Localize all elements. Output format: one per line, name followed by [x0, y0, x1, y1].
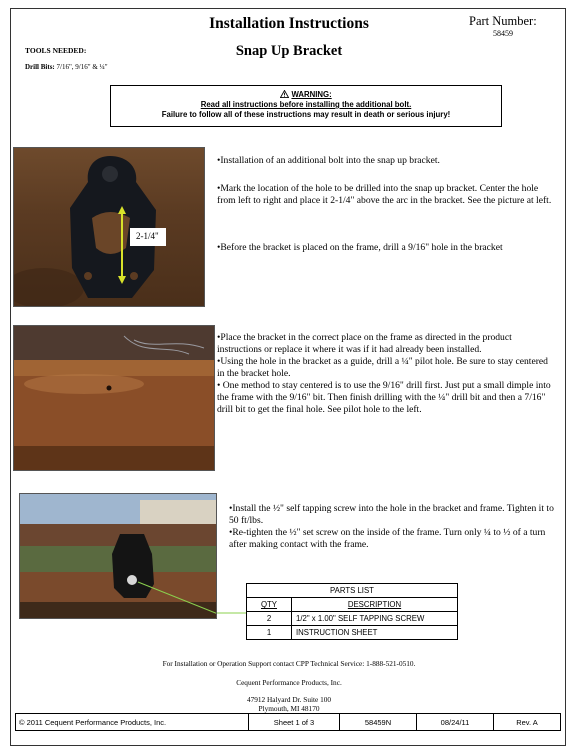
warning-line-1: Read all instructions before installing the additional bolt.	[200, 100, 412, 109]
bracket-photo	[13, 147, 205, 307]
footer-row	[16, 714, 561, 731]
warning-box	[110, 85, 502, 127]
revision-date: 08/24/11	[417, 714, 494, 731]
parts-list-table	[246, 583, 458, 640]
parts-list-header-row	[247, 598, 458, 612]
step-1-text: •Installation of an additional bolt into the snap up bracket.	[217, 155, 440, 166]
warning-triangle-icon	[280, 90, 289, 98]
company-name: Cequent Performance Products, Inc.	[236, 678, 342, 687]
tools-needed-label: TOOLS NEEDED:	[25, 46, 87, 55]
document-number: 58459N	[340, 714, 417, 731]
table-row	[247, 612, 458, 626]
qty-header: QTY	[247, 598, 292, 612]
step-2-text: •Mark the location of the hole to be drilled into the snap up bracket. Center the hole from left to right and place it 2-1/4" above the arc in the bracket. See the picture at left.	[217, 183, 552, 206]
drill-bits	[25, 63, 108, 71]
warning-line-2: Failure to follow all of these instructions may result in death or serious injury!	[161, 110, 451, 119]
sheet-number: Sheet 1 of 3	[249, 714, 340, 731]
part-description: 1/2" x 1.00" SELF TAPPING SCREW	[292, 612, 458, 626]
part-qty: 2	[247, 612, 292, 626]
drill-bits-sizes: 7/16", 9/16" & ¼"	[56, 63, 108, 71]
parts-list-title-row	[247, 584, 458, 598]
step-5b-text: •Re-tighten the ½" set screw on the inside of the frame. Turn only ¼ to ½ of a turn after making contact with the frame.	[229, 527, 546, 550]
address-line-2: Plymouth, MI 48170	[258, 704, 320, 713]
description-header: DESCRIPTION	[292, 598, 458, 612]
warning-title: WARNING:	[291, 90, 332, 99]
parts-list-title: PARTS LIST	[247, 584, 458, 598]
warning-heading	[111, 90, 501, 100]
instruction-sheet	[10, 8, 566, 746]
footer-table	[15, 713, 561, 731]
frame-pilot-hole-photo	[13, 325, 215, 471]
copyright: © 2011 Cequent Performance Products, Inc.	[16, 714, 249, 731]
page-title: Installation Instructions	[209, 15, 369, 32]
step-5-text	[229, 503, 559, 551]
drill-bits-label: Drill Bits:	[25, 63, 55, 71]
part-number: 58459	[493, 29, 513, 38]
step-5a-text: •Install the ½" self tapping screw into the hole in the bracket and frame. Tighten it to 50 ft/lbs.	[229, 503, 554, 526]
installed-bracket-photo	[19, 493, 217, 619]
step-4-text	[217, 332, 557, 416]
step-4b-text: •Using the hole in the bracket as a guide, drill a ¼" pilot hole. Be sure to stay centered in the bracket hole.	[217, 356, 548, 379]
part-qty: 1	[247, 626, 292, 640]
step-4c-text: • One method to stay centered is to use the 9/16" drill first. Just put a small dimple into the frame with the 9/16" bit. Then finish drilling with the ¼" drill bit and then a 7/16" drill bit to get the final hole. See pilot hole to the left.	[217, 380, 551, 415]
support-contact: For Installation or Operation Support contact CPP Technical Service: 1-888-521-0510.	[162, 659, 416, 668]
table-row	[247, 626, 458, 640]
step-4a-text: •Place the bracket in the correct place on the frame as directed in the product instructions or replace it where it was if it had already been installed.	[217, 332, 512, 355]
callout-line	[217, 611, 247, 615]
revision: Rev. A	[494, 714, 561, 731]
part-number-label: Part Number:	[469, 14, 537, 28]
page-subtitle: Snap Up Bracket	[235, 43, 343, 59]
step-3-text: •Before the bracket is placed on the frame, drill a 9/16" hole in the bracket	[217, 242, 503, 253]
measurement-label: 2-1/4"	[136, 231, 159, 241]
address-line-1: 47912 Halyard Dr. Suite 100	[246, 695, 332, 704]
part-description: INSTRUCTION SHEET	[292, 626, 458, 640]
